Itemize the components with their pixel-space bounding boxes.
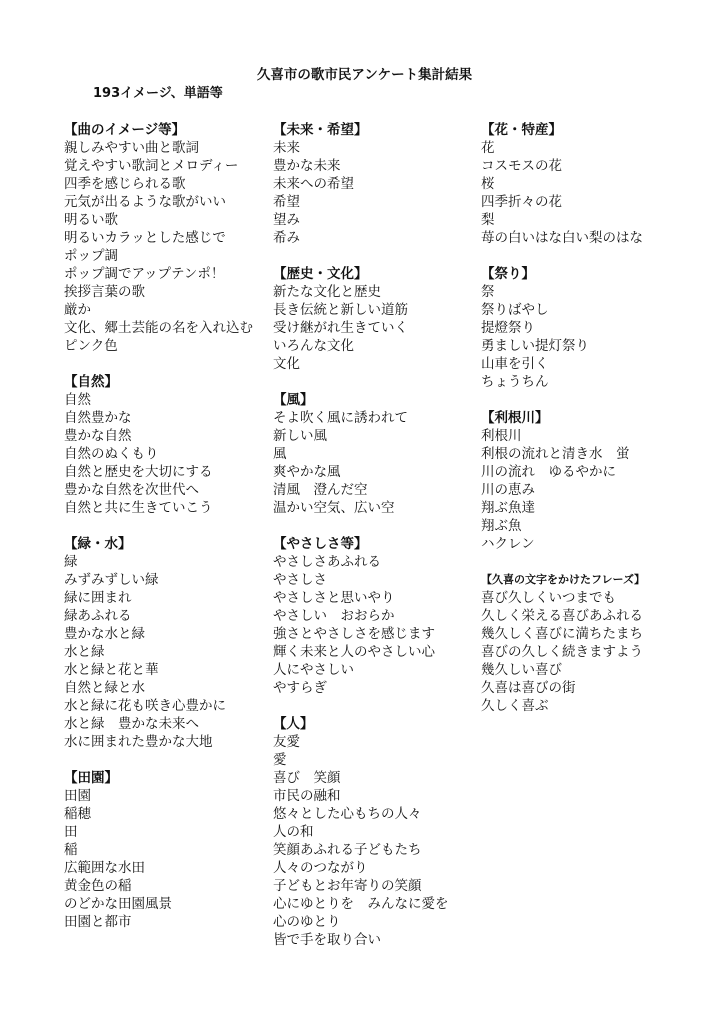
list-item: 利根の流れと清き水 蛍 — [481, 446, 630, 462]
list-item: 望み — [273, 212, 300, 228]
list-item: 勇ましい提灯祭り — [481, 338, 589, 354]
list-item: 水と緑 — [64, 644, 105, 660]
list-item: 川の流れ ゆるやかに — [481, 464, 616, 480]
section-song-image — [64, 121, 274, 355]
item-list — [273, 733, 483, 949]
list-item: 利根川 — [481, 428, 522, 444]
list-item: 明るいカラッとした感じで — [64, 230, 226, 246]
list-item: 新しい風 — [273, 428, 327, 444]
list-item: 川の恵み — [481, 482, 535, 498]
section-green-water — [64, 535, 274, 751]
list-item: 悠々とした心もちの人々 — [273, 806, 422, 822]
list-item: そよ吹く風に誘われて — [273, 410, 408, 426]
list-item: 喜びの久しく続きますよう — [481, 644, 643, 660]
list-item: 緑あふれる — [64, 608, 132, 624]
list-item: 笑顔あふれる子どもたち — [273, 842, 422, 858]
list-item: 厳か — [64, 302, 91, 318]
list-item: 田 — [64, 824, 78, 840]
list-item: 四季折々の花 — [481, 194, 562, 210]
list-item: 元気が出るような歌がいい — [64, 194, 226, 210]
list-item: いろんな文化 — [273, 338, 354, 354]
list-item: やさしさと思いやり — [273, 590, 395, 606]
list-item: 久しく喜ぶ — [481, 698, 549, 714]
column-right — [481, 121, 691, 733]
list-item: 長き伝統と新しい道筋 — [273, 302, 408, 318]
list-item: 輝く未来と人のやさしい心 — [273, 644, 435, 660]
section-flowers-specialties — [481, 121, 691, 247]
list-item: 豊かな自然 — [64, 428, 132, 444]
list-item: 喜び 笑顔 — [273, 770, 341, 786]
item-list — [273, 409, 483, 517]
list-item: 水と緑と花と華 — [64, 662, 159, 678]
item-list — [64, 391, 274, 517]
list-item: 幾久しい喜び — [481, 662, 562, 678]
list-item: 田園と都市 — [64, 914, 132, 930]
item-list — [64, 553, 274, 751]
list-item: ちょうちん — [481, 374, 549, 390]
list-item: 緑 — [64, 554, 78, 570]
list-item: 受け継がれ生きていく — [273, 320, 408, 336]
item-list — [273, 283, 483, 373]
list-item: 幾久しく喜びに満ちたまち — [481, 626, 643, 642]
list-item: 人々のつながり — [273, 860, 368, 876]
section-heading: 【風】 — [273, 392, 314, 408]
list-item: 風 — [273, 446, 287, 462]
list-item: コスモスの花 — [481, 158, 562, 174]
section-heading: 【歴史・文化】 — [273, 266, 368, 282]
column-left — [64, 121, 274, 949]
list-item: 温かい空気、広い空 — [273, 500, 395, 516]
item-list — [273, 553, 483, 697]
item-list — [273, 139, 483, 247]
list-item: 希望 — [273, 194, 300, 210]
list-item: 久喜は喜びの街 — [481, 680, 576, 696]
page-title-text: 久喜市の歌市民アンケート集計結果 — [256, 67, 473, 83]
list-item: 黄金色の稲 — [64, 878, 132, 894]
list-item: 稲穂 — [64, 806, 91, 822]
list-item: 喜び久しくいつまでも — [481, 590, 616, 606]
list-item: 自然のぬくもり — [64, 446, 159, 462]
list-item: 翔ぶ魚 — [481, 518, 522, 534]
list-item: 市民の融和 — [273, 788, 341, 804]
list-item: 希み — [273, 230, 300, 246]
item-list — [64, 139, 274, 355]
section-wind — [273, 391, 483, 517]
list-item: 桜 — [481, 176, 495, 192]
list-item: やすらぎ — [273, 680, 327, 696]
list-item: 自然と共に生きていこう — [64, 500, 213, 516]
page-title — [0, 66, 725, 84]
item-list — [481, 427, 691, 553]
section-heading: 【花・特産】 — [481, 122, 562, 138]
list-item: 豊かな未来 — [273, 158, 341, 174]
list-item: 久しく栄える喜びあふれる — [481, 608, 643, 624]
list-item: 自然 — [64, 392, 91, 408]
section-heading: 【利根川】 — [481, 410, 549, 426]
list-item: 人にやさしい — [273, 662, 354, 678]
list-item: 文化、郷土芸能の名を入れ込む — [64, 320, 253, 336]
list-item: 祭 — [481, 284, 495, 300]
list-item: 豊かな水と緑 — [64, 626, 145, 642]
section-history-culture — [273, 265, 483, 373]
list-item: 祭りばやし — [481, 302, 549, 318]
list-item: 愛 — [273, 752, 287, 768]
item-list — [481, 283, 691, 391]
section-heading: 【久喜の文字をかけたフレーズ】 — [481, 573, 646, 586]
list-item: ピンク色 — [64, 338, 118, 354]
list-item: 花 — [481, 140, 495, 156]
list-item: みずみずしい緑 — [64, 572, 159, 588]
section-heading: 【曲のイメージ等】 — [64, 122, 186, 138]
item-list — [64, 787, 274, 931]
item-list — [481, 139, 691, 247]
section-tone-river — [481, 409, 691, 553]
list-item: やさしさ — [273, 572, 327, 588]
list-item: 水に囲まれた豊かな大地 — [64, 734, 213, 750]
list-item: ハクレン — [481, 536, 535, 552]
list-item: 四季を感じられる歌 — [64, 176, 186, 192]
list-item: 未来への希望 — [273, 176, 354, 192]
section-heading: 【祭り】 — [481, 266, 535, 282]
section-heading: 【やさしさ等】 — [273, 536, 368, 552]
list-item: 緑に囲まれ — [64, 590, 132, 606]
list-item: 稲 — [64, 842, 78, 858]
list-item: 子どもとお年寄りの笑顔 — [273, 878, 422, 894]
list-item: 自然豊かな — [64, 410, 132, 426]
list-item: 人の和 — [273, 824, 314, 840]
section-nature — [64, 373, 274, 517]
section-kuki-phrases — [481, 571, 691, 715]
list-item: 心のゆとり — [273, 914, 341, 930]
list-item: 覚えやすい歌詞とメロディー — [64, 158, 239, 174]
section-kindness — [273, 535, 483, 697]
section-heading: 【緑・水】 — [64, 536, 132, 552]
section-heading: 【自然】 — [64, 374, 118, 390]
list-item: 豊かな自然を次世代へ — [64, 482, 199, 498]
list-item: 翔ぶ魚達 — [481, 500, 535, 516]
list-item: 山車を引く — [481, 356, 549, 372]
list-item: 提燈祭り — [481, 320, 535, 336]
list-item: のどかな田園風景 — [64, 896, 172, 912]
section-heading: 【未来・希望】 — [273, 122, 368, 138]
list-item: やさしさあふれる — [273, 554, 381, 570]
list-item: 清風 澄んだ空 — [273, 482, 368, 498]
list-item: 友愛 — [273, 734, 300, 750]
list-item: 心にゆとりを みんなに愛を — [273, 896, 449, 912]
list-item: 未来 — [273, 140, 300, 156]
list-item: 水と緑 豊かな未来へ — [64, 716, 199, 732]
section-future-hope — [273, 121, 483, 247]
list-item: 広範囲な水田 — [64, 860, 145, 876]
page-subtitle: 193イメージ、単語等 — [93, 86, 223, 101]
list-item: ポップ調でアップテンポ！ — [64, 266, 225, 282]
list-item: 文化 — [273, 356, 300, 372]
section-heading: 【人】 — [273, 716, 314, 732]
list-item: 田園 — [64, 788, 91, 804]
list-item: 挨拶言葉の歌 — [64, 284, 145, 300]
section-countryside — [64, 769, 274, 931]
list-item: 明るい歌 — [64, 212, 118, 228]
list-item: 水と緑に花も咲き心豊かに — [64, 698, 226, 714]
list-item: 爽やかな風 — [273, 464, 341, 480]
list-item: 皆で手を取り合い — [273, 932, 381, 948]
list-item: ポップ調 — [64, 248, 118, 264]
section-people — [273, 715, 483, 949]
list-item: 梨 — [481, 212, 495, 228]
list-item: 自然と歴史を大切にする — [64, 464, 213, 480]
item-list — [481, 589, 691, 715]
section-festival — [481, 265, 691, 391]
list-item: 新たな文化と歴史 — [273, 284, 381, 300]
list-item: やさしい おおらか — [273, 608, 395, 624]
list-item: 親しみやすい曲と歌詞 — [64, 140, 199, 156]
column-middle — [273, 121, 483, 967]
list-item: 自然と緑と水 — [64, 680, 145, 696]
list-item: 強さとやさしさを感じます — [273, 626, 435, 642]
list-item: 苺の白いはな白い梨のはな — [481, 230, 643, 246]
section-heading: 【田園】 — [64, 770, 118, 786]
